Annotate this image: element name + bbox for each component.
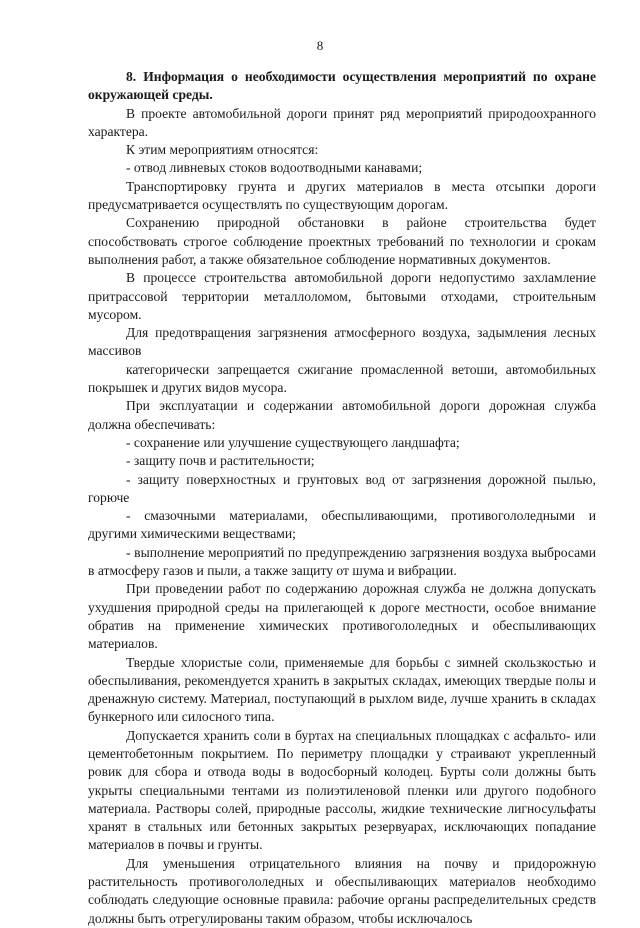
paragraph: Допускается хранить соли в буртах на специальных площадках с асфальто- или цементобетонным покрытием. По периметру площадки у страивают укрепленный ровик для сбора и отвода воды в водосборный колодец. Бурты соли должны быть укрыты специальными тентами из полиэтиленовой пленки или другого подобного материала. Растворы солей, природные рассолы, жидкие технические лигносульфаты хранят в стальных или бетонных закрытых резервуарах, исключающих попадание материалов в почвы и грунты. (88, 727, 596, 853)
paragraph: В проекте автомобильной дороги принят ряд мероприятий природоохранного характера. (88, 105, 596, 139)
paragraph: Твердые хлористые соли, применяемые для борьбы с зимней скользкостью и обеспыливания, рекомендуется хранить в закрытых складах, имеющих твердые полы и дренажную систему. Материал, поступающий в рыхлом виде, лучше хранить в складах бункерного или силосного типа. (88, 654, 596, 725)
paragraph: При проведении работ по содержанию дорожная служба не должна допускать ухудшения природной среды на прилегающей к дороге местности, особое внимание обратив на применение химических противогололедных и обеспыливающих материалов. (88, 581, 596, 652)
paragraph: При эксплуатации и содержании автомобильной дороги дорожная служба должна обеспечивать: (88, 398, 596, 432)
list-item: - выполнение мероприятий по предупреждению загрязнения воздуха выбросами в атмосферу газов и пыли, а также защиту от шума и вибрации. (88, 544, 596, 579)
paragraph: категорически запрещается сжигание промасленной ветоши, автомобильных покрышек и других видов мусора. (88, 361, 596, 396)
paragraph: Транспортировку грунта и других материалов в места отсыпки дороги предусматривается осуществлять по существующим дорогам. (88, 178, 596, 213)
paragraph: К этим мероприятиям относятся: (126, 142, 319, 158)
paragraph: Для уменьшения отрицательного влияния на почву и придорожную растительность противогололедных и обеспыливающих материалов необходимо соблюдать следующие основные правила: рабочие органы распределительных средств должны быть отрегулированы таким образом, чтобы исключалось (88, 855, 596, 926)
list-item: - смазочными материалами, обеспыливающими, противогололедными и другими химическими веществами; (88, 508, 596, 542)
page-number: 8 (316, 38, 324, 53)
list-item: - защиту почв и растительности; (126, 453, 315, 469)
list-item: - защиту поверхностных и грунтовых вод от загрязнения дорожной пылью, горюче (88, 471, 596, 505)
list-item: - сохранение или улучшение существующего ландшафта; (126, 434, 460, 450)
paragraph: Для предотвращения загрязнения атмосферного воздуха, задымления лесных массивов (88, 325, 596, 359)
section-heading: 8. Информация о необходимости осуществления мероприятий по охране окружающей среды. (88, 69, 596, 103)
paragraph: В процессе строительства автомобильной дороги недопустимо захламление притрассовой территории металлоломом, бытовыми отходами, строительным мусором. (88, 270, 596, 322)
list-item: - отвод ливневых стоков водоотводными канавами; (126, 160, 423, 176)
paragraph: Сохранению природной обстановки в районе строительства будет способствовать строгое соблюдение проектных требований по технологии и срокам выполнения работ, а также обязательное соблюдение нормативных документов. (88, 215, 596, 267)
document-body (88, 68, 596, 928)
